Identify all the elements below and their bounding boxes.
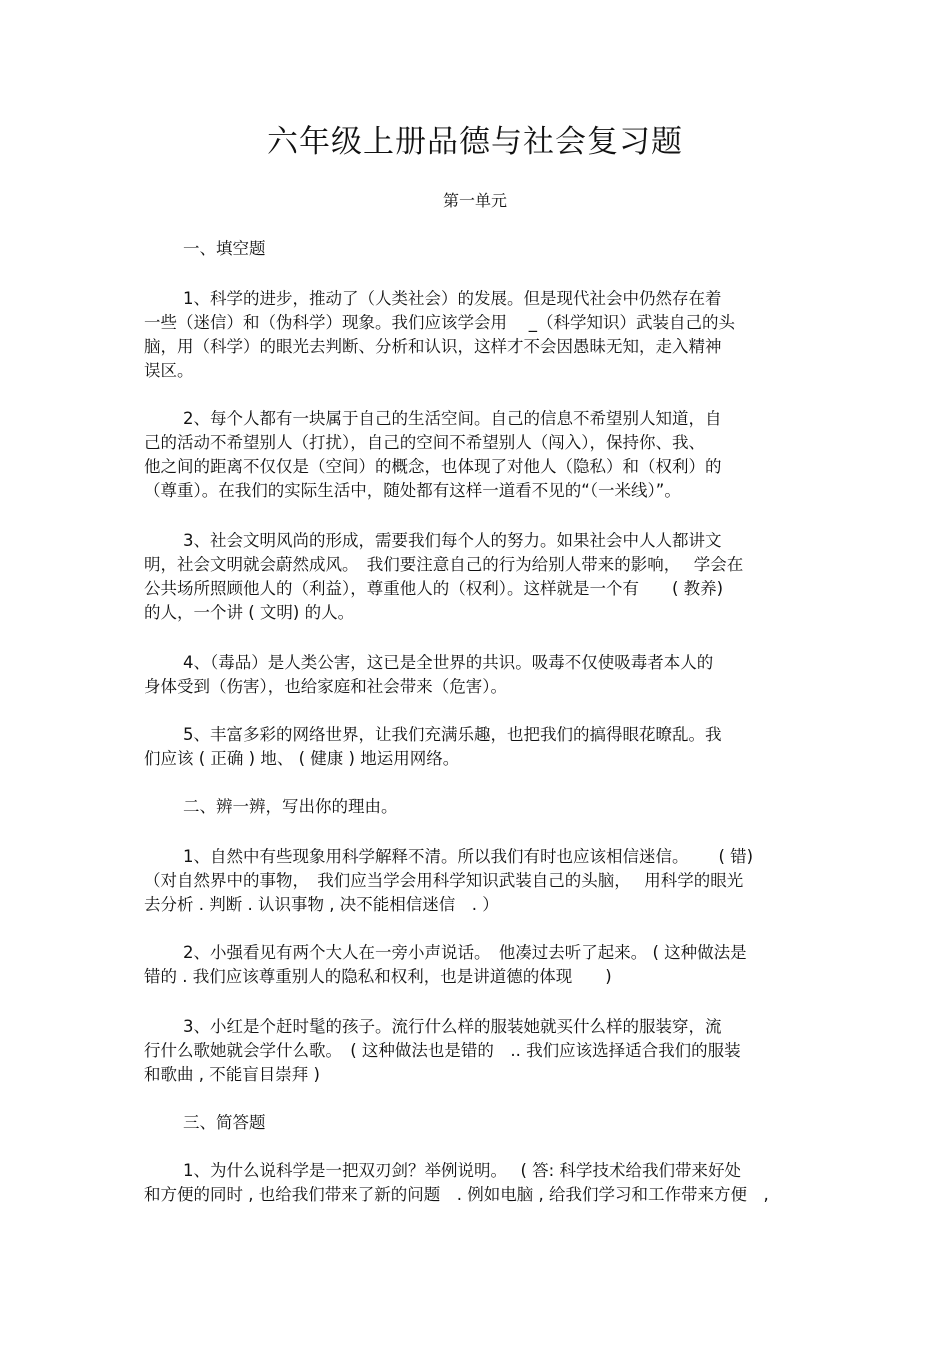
paragraph-line: 3、小红是个赶时髦的孩子。流行什么样的服装她就买什么样的服装穿，流 xyxy=(183,1017,722,1036)
paragraph-line: 脑，用（科学）的眼光去判断、分析和认识，这样才不会因愚昧无知，走入精神 xyxy=(144,337,722,356)
paragraph-line: 5、丰富多彩的网络世界，让我们充满乐趣，也把我们的搞得眼花暸乱。我 xyxy=(183,725,722,744)
paragraph-line: （对自然界中的事物， 我们应当学会用科学知识武装自己的头脑， 用科学的眼光 xyxy=(144,871,744,890)
paragraph-line: 身体受到（伤害），也给家庭和社会带来（危害）。 xyxy=(144,677,507,696)
paragraph-line: 误区。 xyxy=(144,361,194,380)
paragraph-line: 1、为什么说科学是一把双刃剑？举例说明。 ( 答: 科学技术给我们带来好处 xyxy=(183,1161,741,1180)
paragraph-line: 4、（毒品）是人类公害，这已是全世界的共识。吸毒不仅使吸毒者本人的 xyxy=(183,653,714,672)
paragraph-line: 1、自然中有些现象用科学解释不清。所以我们有时也应该相信迷信。 ( 错) xyxy=(183,847,754,866)
paragraph-line: 的人，一个讲 ( 文明) 的人。 xyxy=(144,603,355,622)
section-heading: 二、辨一辨，写出你的理由。 xyxy=(183,797,398,816)
unit-title: 第一单元 xyxy=(442,191,507,210)
paragraph-line: 去分析 . 判断 . 认识事物 , 决不能相信迷信 . ） xyxy=(144,895,499,914)
paragraph-line: 公共场所照顾他人的（利益），尊重他人的（权利）。这样就是一个有 ( 教养) xyxy=(144,579,724,598)
paragraph-line: 一些（迷信）和（伪科学）现象。我们应该学会用 _（科学知识）武装自己的头 xyxy=(144,313,735,332)
section-heading: 三、简答题 xyxy=(183,1113,266,1132)
paragraph-line: 2、每个人都有一块属于自己的生活空间。自己的信息不希望别人知道，自 xyxy=(183,409,722,428)
paragraph-line: 他之间的距离不仅仅是（空间）的概念，也体现了对他人（隐私）和（权利）的 xyxy=(144,457,722,476)
paragraph-line: （尊重）。在我们的实际生活中，随处都有这样一道看不见的“（一米线）”。 xyxy=(144,481,681,500)
paragraph-line: 明，社会文明就会蔚然成风。 我们要注意自己的行为给别人带来的影响， 学会在 xyxy=(144,555,744,574)
paragraph-line: 行什么歌她就会学什么歌。 ( 这种做法也是错的 .. 我们应该选择适合我们的服装 xyxy=(144,1041,741,1060)
paragraph-line: 3、社会文明风尚的形成，需要我们每个人的努力。如果社会中人人都讲文 xyxy=(183,531,722,550)
document-title: 六年级上册品德与社会复习题 xyxy=(267,124,683,160)
paragraph-line: 2、小强看见有两个大人在一旁小声说话。 他凑过去听了起来。 ( 这种做法是 xyxy=(183,943,747,962)
section-heading: 一、填空题 xyxy=(183,239,266,258)
paragraph-line: 1、科学的进步，推动了（人类社会）的发展。但是现代社会中仍然存在着 xyxy=(183,289,722,308)
paragraph-line: 己的活动不希望别人（打扰），自己的空间不希望别人（闯入），保持你、我、 xyxy=(144,433,705,452)
paragraph-line: 错的 . 我们应该尊重别人的隐私和权利，也是讲道德的体现 ) xyxy=(144,967,612,986)
paragraph-line: 和歌曲 , 不能盲目崇拜 ) xyxy=(144,1065,320,1084)
paragraph-line: 们应该 ( 正确 ) 地、 ( 健康 ) 地运用网络。 xyxy=(144,749,460,768)
paragraph-line: 和方便的同时 , 也给我们带来了新的问题 . 例如电脑 , 给我们学习和工作带来方便 , xyxy=(144,1185,769,1204)
